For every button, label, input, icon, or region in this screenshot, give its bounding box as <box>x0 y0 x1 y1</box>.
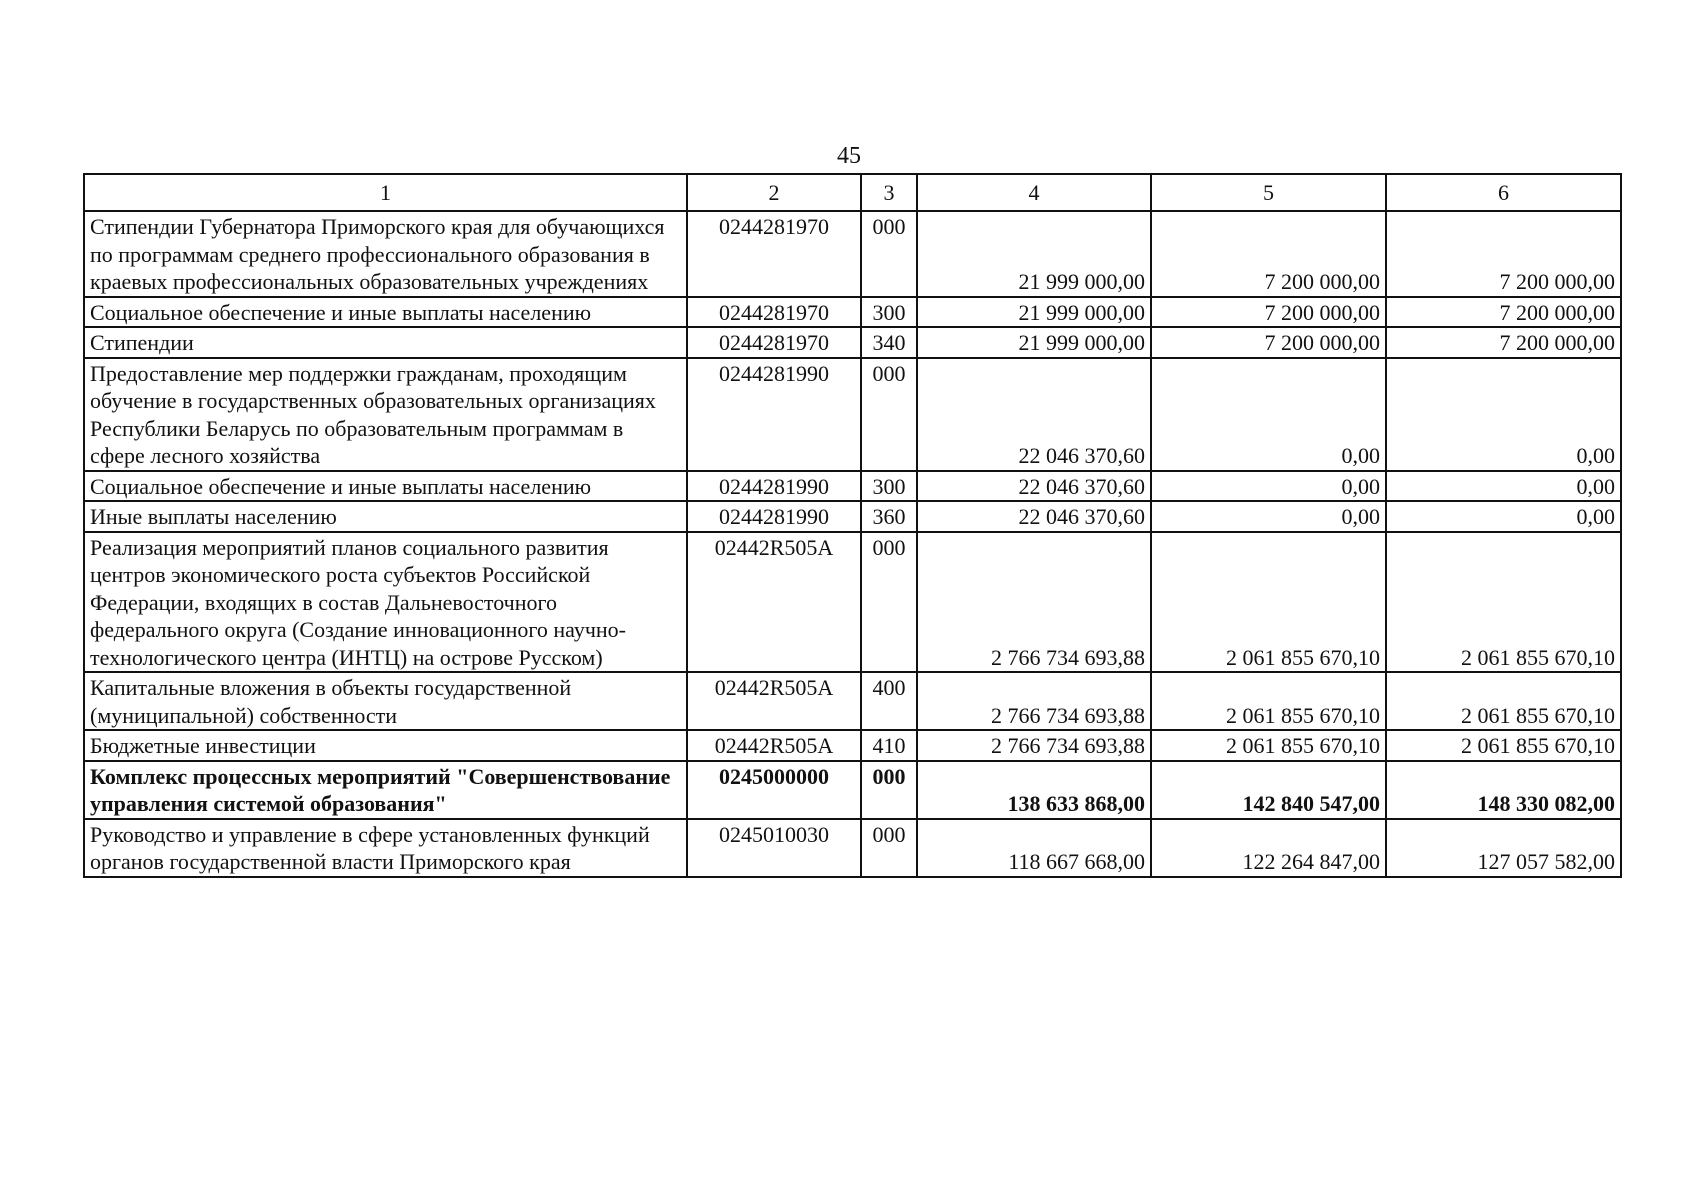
row-amount-year-3: 2 061 855 670,10 <box>1386 672 1621 730</box>
row-code: 02442R505A <box>687 672 861 730</box>
row-amount-year-1: 21 999 000,00 <box>917 211 1151 297</box>
row-expense-type: 000 <box>861 358 917 471</box>
row-name: Социальное обеспечение и иные выплаты населению <box>84 471 687 502</box>
row-amount-year-3: 0,00 <box>1386 358 1621 471</box>
header-col-3: 3 <box>861 174 917 211</box>
table-row <box>84 211 1621 297</box>
row-amount-year-1: 22 046 370,60 <box>917 358 1151 471</box>
page-number: 45 <box>837 143 861 169</box>
row-code: 0244281970 <box>687 211 861 297</box>
row-amount-year-1: 2 766 734 693,88 <box>917 532 1151 673</box>
row-amount-year-3: 0,00 <box>1386 501 1621 532</box>
row-code: 0245010030 <box>687 819 861 877</box>
row-amount-year-1: 2 766 734 693,88 <box>917 672 1151 730</box>
row-amount-year-2: 0,00 <box>1151 358 1386 471</box>
row-amount-year-2: 0,00 <box>1151 501 1386 532</box>
row-amount-year-2: 2 061 855 670,10 <box>1151 730 1386 761</box>
table-row <box>84 471 1621 502</box>
row-expense-type: 000 <box>861 532 917 673</box>
row-name: Руководство и управление в сфере установленных функций органов государственной власти Приморского края <box>84 819 687 877</box>
row-expense-type: 000 <box>861 761 917 819</box>
row-code: 0245000000 <box>687 761 861 819</box>
row-name: Капитальные вложения в объекты государственной (муниципальной) собственности <box>84 672 687 730</box>
row-amount-year-2: 0,00 <box>1151 471 1386 502</box>
row-amount-year-2: 2 061 855 670,10 <box>1151 672 1386 730</box>
row-code: 02442R505A <box>687 730 861 761</box>
table-row <box>84 672 1621 730</box>
row-amount-year-2: 7 200 000,00 <box>1151 297 1386 328</box>
row-name: Предоставление мер поддержки гражданам, проходящим обучение в государственных образовательных организациях Республики Беларусь по образовательным программам в сфере лесного хозяйства <box>84 358 687 471</box>
row-amount-year-2: 2 061 855 670,10 <box>1151 532 1386 673</box>
row-amount-year-3: 2 061 855 670,10 <box>1386 532 1621 673</box>
row-name: Реализация мероприятий планов социального развития центров экономического роста субъектов Российской Федерации, входящих в состав Дальневосточного федерального округа (Создание инновационного научно-технологического центра (ИНТЦ) на острове Русском) <box>84 532 687 673</box>
row-amount-year-2: 142 840 547,00 <box>1151 761 1386 819</box>
row-code: 0244281990 <box>687 471 861 502</box>
row-amount-year-3: 0,00 <box>1386 471 1621 502</box>
table-row <box>84 327 1621 358</box>
table-row <box>84 532 1621 673</box>
row-expense-type: 400 <box>861 672 917 730</box>
row-name: Бюджетные инвестиции <box>84 730 687 761</box>
row-amount-year-3: 2 061 855 670,10 <box>1386 730 1621 761</box>
row-code: 0244281990 <box>687 501 861 532</box>
row-amount-year-3: 7 200 000,00 <box>1386 211 1621 297</box>
table-row <box>84 761 1621 819</box>
row-amount-year-1: 22 046 370,60 <box>917 501 1151 532</box>
row-code: 0244281970 <box>687 327 861 358</box>
row-amount-year-1: 22 046 370,60 <box>917 471 1151 502</box>
table-row <box>84 819 1621 877</box>
row-expense-type: 360 <box>861 501 917 532</box>
row-name: Иные выплаты населению <box>84 501 687 532</box>
header-row <box>84 174 1621 211</box>
row-expense-type: 000 <box>861 819 917 877</box>
row-amount-year-2: 7 200 000,00 <box>1151 211 1386 297</box>
header-col-4: 4 <box>917 174 1151 211</box>
row-expense-type: 300 <box>861 297 917 328</box>
row-expense-type: 300 <box>861 471 917 502</box>
row-expense-type: 410 <box>861 730 917 761</box>
row-amount-year-3: 148 330 082,00 <box>1386 761 1621 819</box>
table-row <box>84 730 1621 761</box>
row-code: 02442R505A <box>687 532 861 673</box>
row-amount-year-1: 118 667 668,00 <box>917 819 1151 877</box>
header-col-5: 5 <box>1151 174 1386 211</box>
table-row <box>84 358 1621 471</box>
row-code: 0244281990 <box>687 358 861 471</box>
header-col-6: 6 <box>1386 174 1621 211</box>
row-expense-type: 340 <box>861 327 917 358</box>
row-amount-year-1: 138 633 868,00 <box>917 761 1151 819</box>
row-amount-year-3: 7 200 000,00 <box>1386 297 1621 328</box>
row-amount-year-1: 21 999 000,00 <box>917 327 1151 358</box>
header-col-2: 2 <box>687 174 861 211</box>
row-amount-year-2: 122 264 847,00 <box>1151 819 1386 877</box>
row-name: Комплекс процессных мероприятий "Совершенствование управления системой образования" <box>84 761 687 819</box>
row-expense-type: 000 <box>861 211 917 297</box>
row-name: Стипендии <box>84 327 687 358</box>
table-row <box>84 297 1621 328</box>
header-col-1: 1 <box>84 174 687 211</box>
row-amount-year-3: 127 057 582,00 <box>1386 819 1621 877</box>
row-name: Социальное обеспечение и иные выплаты населению <box>84 297 687 328</box>
row-amount-year-3: 7 200 000,00 <box>1386 327 1621 358</box>
row-amount-year-1: 21 999 000,00 <box>917 297 1151 328</box>
row-amount-year-2: 7 200 000,00 <box>1151 327 1386 358</box>
budget-table <box>83 173 1622 878</box>
table-body <box>84 211 1621 877</box>
row-amount-year-1: 2 766 734 693,88 <box>917 730 1151 761</box>
row-code: 0244281970 <box>687 297 861 328</box>
table-row <box>84 501 1621 532</box>
row-name: Стипендии Губернатора Приморского края для обучающихся по программам среднего профессионального образования в краевых профессиональных образовательных учреждениях <box>84 211 687 297</box>
